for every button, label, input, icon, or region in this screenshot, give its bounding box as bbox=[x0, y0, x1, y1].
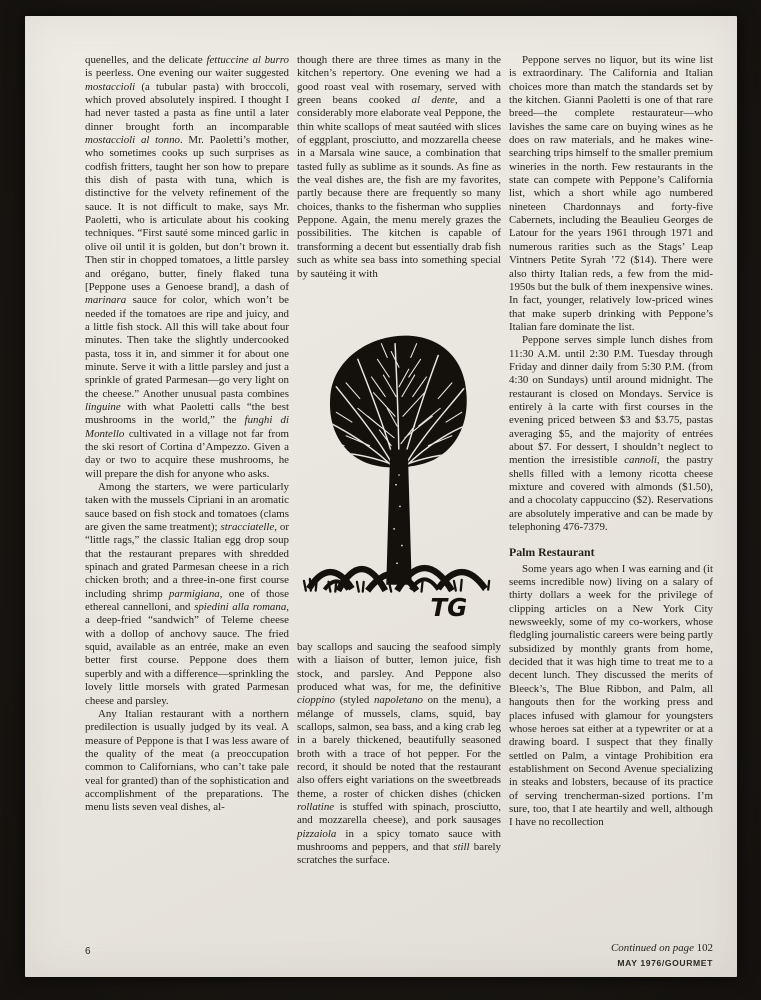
column-right-top-text bbox=[509, 54, 713, 534]
paragraph: quenelles, and the delicate fettuccine al burro is peerless. One evening our waiter suggested mostaccioli (a tubular pasta) with broccoli, which proved absolutely inspired. I thought I had never tasted a pasta as fine until a later dinner brought forth an incomparable mostaccioli al tonno. Mr. Paoletti’s mother, who sometimes cooks up such surprises as codfish fritters, taught her son how to prepare this dish of pasta with tuna, which is distinctive for the velvety refinement of the sauce. It is not difficult to make, says Mr. Paoletti, who is articulate about his cooking techniques. “First sauté some minced garlic in olive oil until it is golden, but don’t brown it. Then stir in chopped tomatoes, a little parsley and orégano, butter, finely flaked tuna [Peppone uses a Genoese brand], a dash of marinara sauce for color, which won’t be needed if the tomatoes are ripe and juicy, and a little fish stock. All this will take about four minutes. Then take the slightly undercooked pasta, toss it in, and simmer it for about one minute. Serve it with a little parsley and just a sprinkle of grated Parmesan—go very light on the cheese.” Another unusual pasta combines linguine with what Paoletti calls “the best mushrooms in the world,” the funghi di Montello cultivated in a village not far from the ski resort of Cortina d’Ampezzo. Given a day or two to acquire these mushrooms, he will prepare the dish for anyone who asks. bbox=[85, 54, 289, 480]
paragraph: Peppone serves simple lunch dishes from 11:30 A.M. until 2:30 P.M. Tuesday through Friday and dinner daily from 5:30 P.M. (from 4:30 on Sundays) until around midnight. The restaurant is closed on Mondays. Service is entirely à la carte with first courses in the evening priced between $3 and $3.75, pastas averaging $5, and the majority of entrées about $7. For dessert, I shouldn’t neglect to mention the irresistible cannoli, the pastry shells filled with a lemony ricotta cheese mixture and covered with almonds ($1.50), and a chocolaty cappuccino ($2). Reservations are absolutely imperative and can be made by telephoning 476-7379. bbox=[509, 334, 713, 534]
paragraph: Continued on page 102 bbox=[611, 941, 713, 954]
paragraph: Some years ago when I was earning and (it seems incredible now) living on a salary of thirty dollars a week for the privilege of clipping articles on a New York City newsweekly, some of my co-workers, whose fledgling journalistic careers were being partly subsidized by monthly grants from home, decided that it was high time to treat me to a decent lunch. They discussed the merits of Bleeck’s, The Blue Ribbon, and Palm, all hangouts then for the working press and places infused with glamour for youngsters whose heroes sat either at a typewriter or at a drawing board. I suspect that they finally settled on Palm, a vintage Prohibition era establishment on Second Avenue specializing in steaks and lobsters, because of its practice of serving trencherman-sized portions. I’m sure, too, that I ate heartily and well, although I have no recollection bbox=[509, 562, 713, 829]
section-heading-palm-restaurant: Palm Restaurant bbox=[509, 545, 595, 560]
column-middle bbox=[297, 54, 501, 946]
column-middle-bottom-text bbox=[297, 641, 501, 868]
artist-signature: TG bbox=[430, 592, 468, 622]
paragraph: bay scallops and saucing the seafood simply with a liaison of butter, lemon juice, fish stock, and parsley. And Peppone also produced what was, for me, the definitive cioppino (styled napoletano on the menu), a mélange of mussels, clams, squid, bay scallops, salmon, sea bass, and a king crab leg in a barely thickened, beautifully seasoned broth with a trace of hot pepper. For the record, it should be noted that the restaurant also offers eight variations on the sweetbreads theme, a roster of chicken dishes (chicken rollatine is stuffed with spinach, prosciutto, and mozzarella cheese), and pork sausages pizzaiola in a spicy tomato sauce with mushrooms and peppers, and that still barely scratches the surface. bbox=[297, 640, 501, 867]
page-number: 6 bbox=[85, 946, 91, 957]
paragraph: though there are three times as many in the kitchen’s repertory. One evening we had a good roast veal with rosemary, served with green beans cooked al dente, and a considerably more elaborate veal Peppone, the thin white scallops of meat sautéed with slices of eggplant, prosciutto, and mozzarella cheese in a Marsala wine sauce, a combination that tasted fully as sublime as it sounds. As fine as the veal dishes are, the fish are my favorites, partly because there are frequently so many choices, thanks to the fisherman who supplies Peppone. Again, the menu merely grazes the possibilities. The kitchen is capable of transforming a decent but essentially drab fish such as white sea bass into something special by sautéing it with bbox=[297, 54, 501, 280]
column-right bbox=[509, 54, 713, 946]
magazine-page bbox=[25, 16, 737, 977]
tree-illustration-container bbox=[297, 281, 501, 641]
magazine-footer: MAY 1976/GOURMET bbox=[617, 958, 713, 968]
paragraph: Any Italian restaurant with a northern predilection is usually judged by its veal. A measure of Peppone is that I was less aware of the quality of the meat (a preoccupation common to Californians, who can’t take pale veal for granted) than of the sophistication and accomplishment of the preparations. The menu lists seven veal dishes, al- bbox=[85, 707, 289, 814]
paragraph: Peppone serves no liquor, but its wine list is extraordinary. The California and Italian choices more than match the standards set by the kitchen. Gianni Paoletti is one of that rare breed—the complete restaurateur—who lavishes the same care on buying wines as he does on raw materials, and he makes wine-searching trips himself to the smaller premium wineries in the north. Few restaurants in the state can compete with Peppone’s California list, which a short while ago numbered nineteen Chardonnays and forty-five Cabernets, including the Beaulieu Georges de Latour for the years 1961 through 1971 and numerous rarities such as the Stags’ Leap Vintners Petite Syrah ’72 ($14). There were also thirty Italian reds, a few from the mid-1950s but the bulk of them inexpensive wines. In fact, younger, relatively low-priced wines that make superb drinking with Peppone’s Italian fare dominate the list. bbox=[509, 54, 713, 333]
column-footer bbox=[509, 942, 713, 968]
continued-line bbox=[509, 942, 713, 955]
column-right-bottom-text bbox=[509, 563, 713, 830]
column-left bbox=[85, 54, 289, 946]
woodcut-tree-illustration bbox=[301, 325, 497, 625]
tree-trunk bbox=[386, 449, 411, 584]
column-middle-top-text bbox=[297, 54, 501, 281]
article-body bbox=[85, 54, 713, 946]
paragraph: Among the starters, we were particularly taken with the mussels Cipriani in an aromatic sauce based on fish stock and tomatoes (clams are given the same treatment); stracciatelle, or “little rags,” the classic Italian egg drop soup that the restaurant prepares with shredded spinach and grated Parmesan cheese in a rich chicken broth; and a three-in-one first course including shrimp parmigiana, one of those ethereal cannelloni, and spiedini alla romana, a deep-fried “sandwich” of Teleme cheese with a dollop of anchovy sauce. The fried squid, available as an entrée, make an even better first course. Peppone does them superbly and with a difference—sprinkling the lovely little morsels with grated Parmesan cheese and parsley. bbox=[85, 481, 289, 707]
